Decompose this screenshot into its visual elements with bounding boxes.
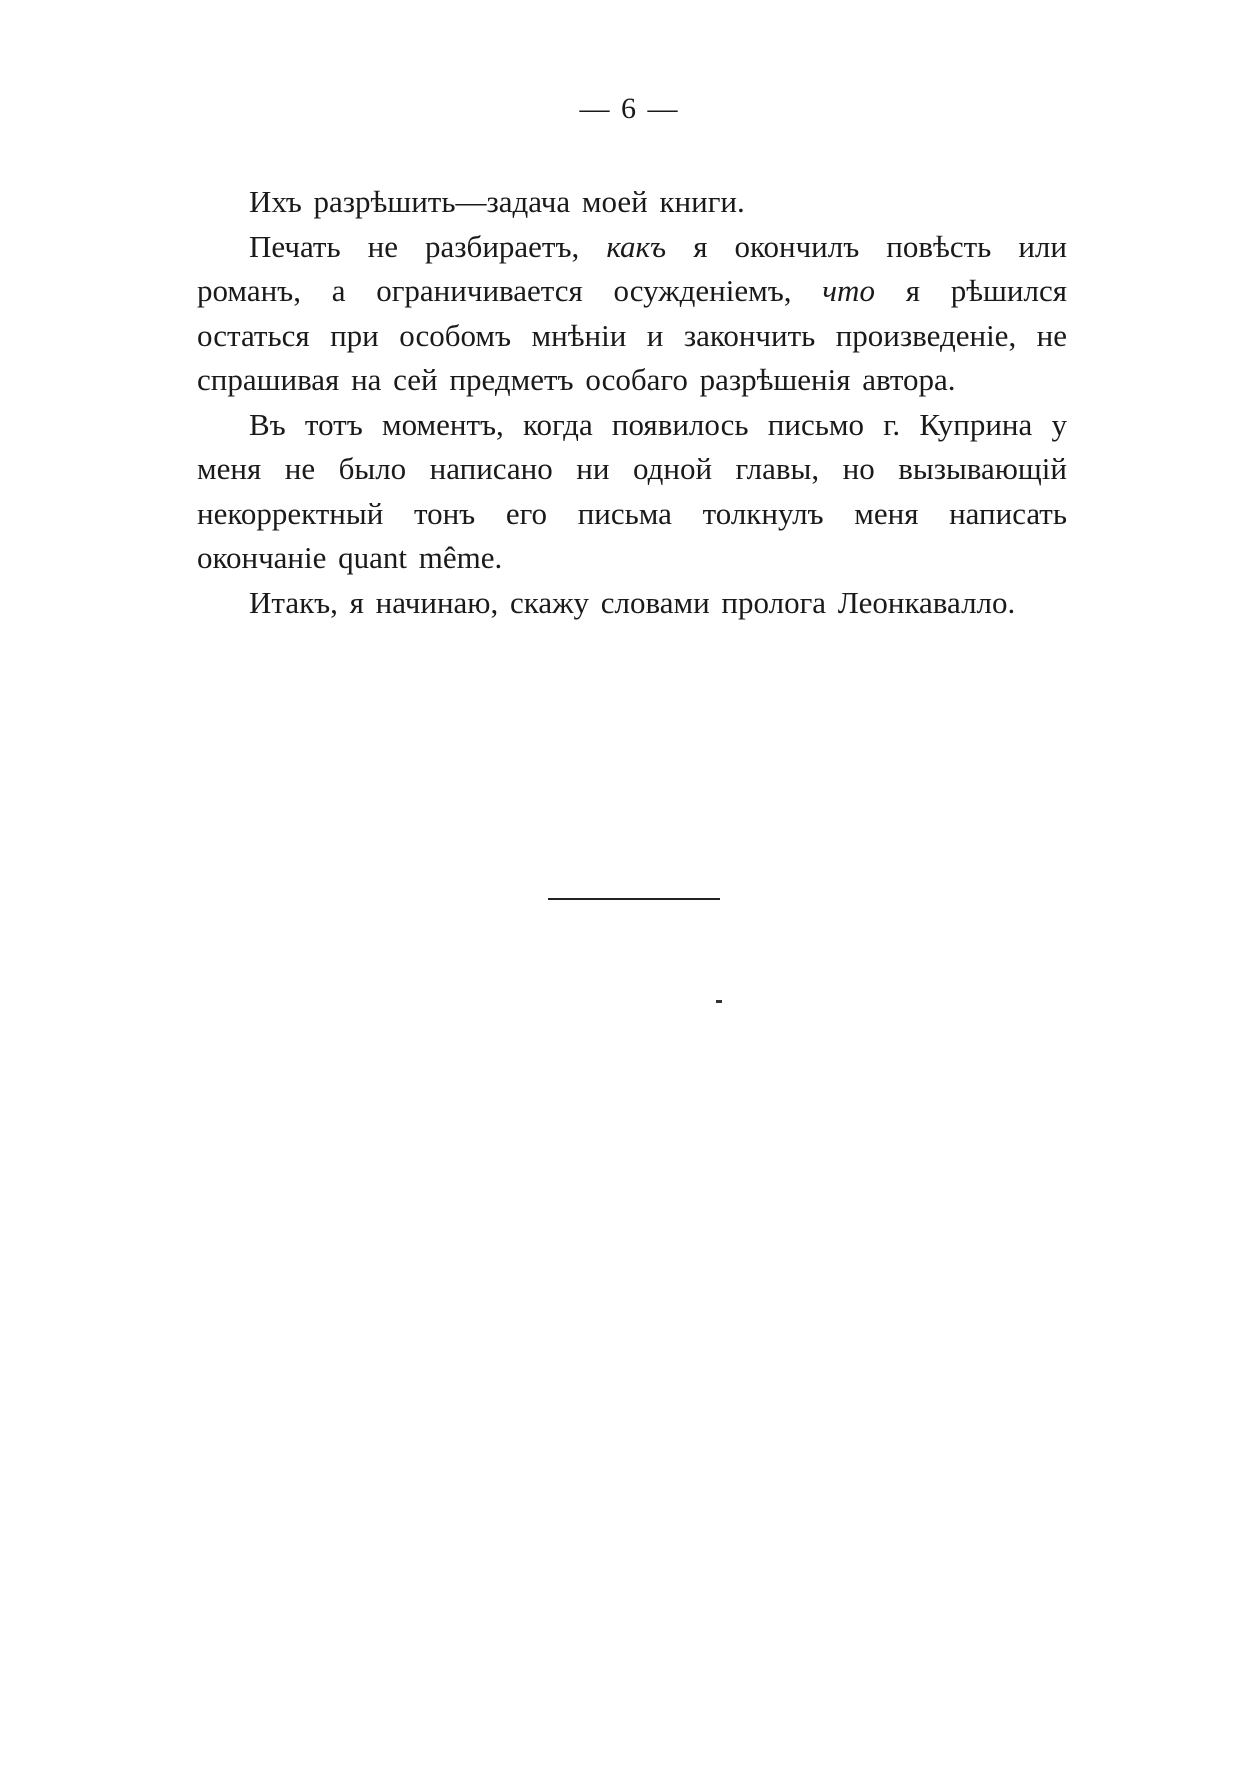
paragraph-2-part-2: я окончилъ повѣсть или романъ, а ограничивается осужденіемъ, bbox=[197, 228, 1067, 308]
paragraph-2-italic-kak: какъ bbox=[606, 228, 667, 264]
print-speck bbox=[716, 1000, 722, 1003]
paragraph-3: Въ тотъ моментъ, когда появилось письмо г. Куприна у меня не было написано ни одной главы, но вызывающій некорректный тонъ его письма толкнулъ меня написать окончаніе quant même. bbox=[197, 406, 1067, 575]
section-divider bbox=[548, 898, 720, 900]
paragraph-2-part-1: Печать не разбираетъ, bbox=[249, 228, 607, 264]
paragraph-2-part-3: я рѣшился остаться при особомъ мнѣніи и закончить произведеніе, не спрашивая на сей предметъ особаго разрѣшенія автора. bbox=[197, 273, 1067, 397]
paragraph-4: Итакъ, я начинаю, скажу словами пролога Леонкавалло. bbox=[249, 584, 1016, 620]
body-text bbox=[197, 180, 1067, 625]
page-number: — 6 — bbox=[579, 92, 680, 125]
paragraph-1: Ихъ разрѣшить—задача моей книги. bbox=[249, 184, 745, 219]
paragraph-2 bbox=[197, 225, 1067, 403]
paragraph-2-italic-chto: что bbox=[822, 273, 875, 308]
